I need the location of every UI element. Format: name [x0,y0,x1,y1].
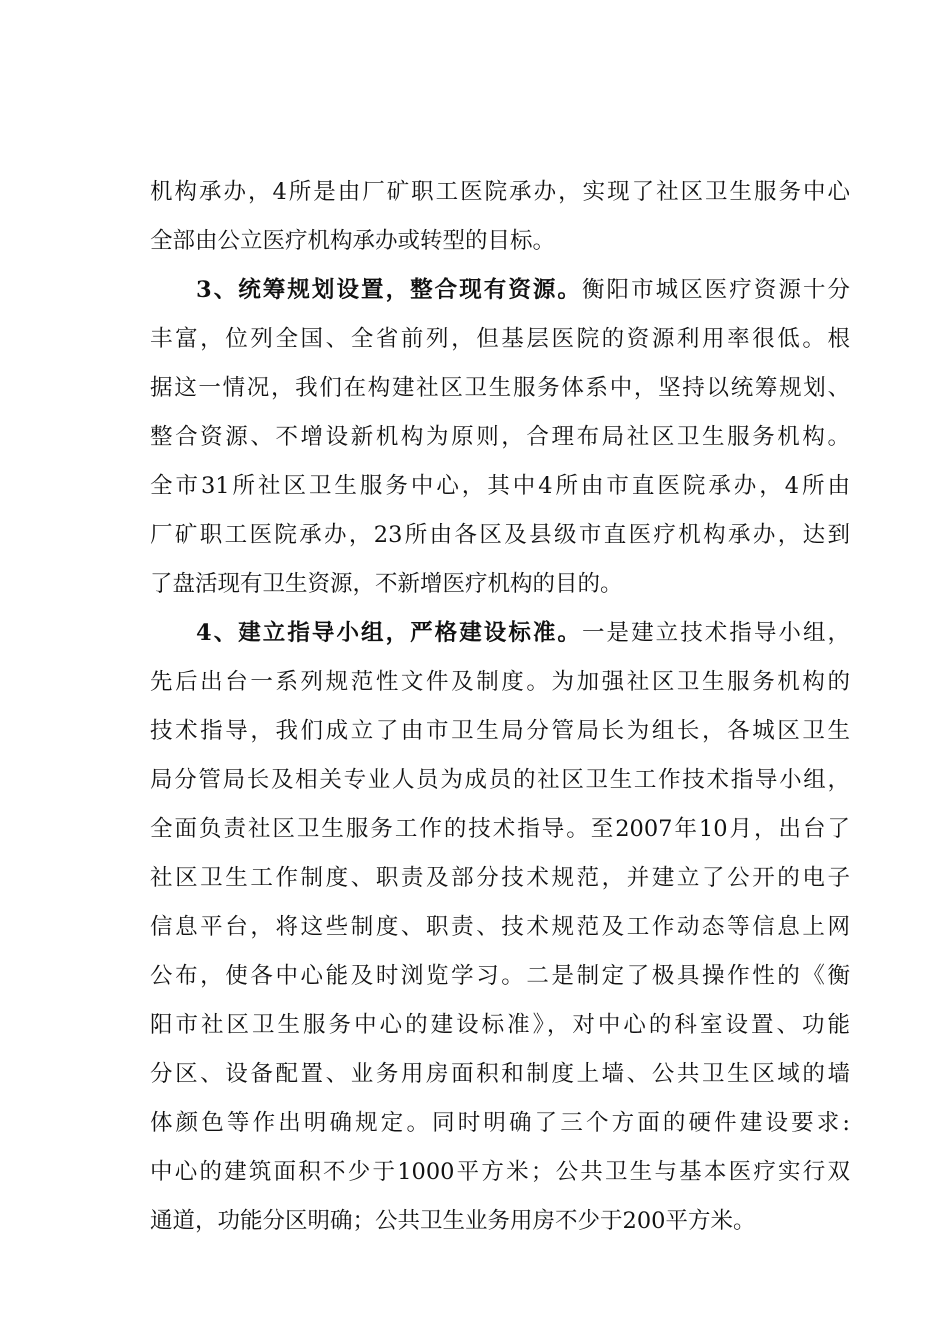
paragraph-1 [150,168,850,266]
text-line: 丰富，位列全国、全省前列，但基层医院的资源利用率很低。根 [150,326,850,352]
text-line: 厂矿职工医院承办，23所由各区及县级市直医疗机构承办，达到 [150,522,850,548]
text-line: 先后出台一系列规范性文件及制度。为加强社区卫生服务机构的 [150,669,850,695]
text-line: 全面负责社区卫生服务工作的技术指导。至2007年10月，出台了 [150,816,850,842]
text-fragment: 一是建立技术指导小组， [581,620,850,646]
text-line: 整合资源、不增设新机构为原则，合理布局社区卫生服务机构。 [150,424,850,450]
text-line [150,609,850,658]
text-line: 信息平台，将这些制度、职责、技术规范及工作动态等信息上网 [150,914,850,940]
text-line: 通道，功能分区明确；公共卫生业务用房不少于200平方米。 [150,1208,756,1234]
text-line [150,266,850,315]
text-line: 分区、设备配置、业务用房面积和制度上墙、公共卫生区域的墙 [150,1061,850,1087]
text-line: 社区卫生工作制度、职责及部分技术规范，并建立了公开的电子 [150,865,850,891]
text-line: 公布，使各中心能及时浏览学习。二是制定了极具操作性的《衡 [150,963,850,989]
paragraph-3 [150,609,850,1246]
text-line: 体颜色等作出明确规定。同时明确了三个方面的硬件建设要求: [150,1110,850,1136]
text-line: 机构承办，4所是由厂矿职工医院承办，实现了社区卫生服务中心 [150,179,850,205]
text-line: 全市31所社区卫生服务中心，其中4所由市直医院承办，4所由 [150,473,850,499]
text-line: 技术指导，我们成立了由市卫生局分管局长为组长，各城区卫生 [150,718,850,744]
text-fragment: 衡阳市城区医疗资源十分 [581,277,850,303]
paragraph-heading: 3、统筹规划设置，整合现有资源。 [196,277,582,303]
paragraph-2 [150,266,850,609]
text-line: 据这一情况，我们在构建社区卫生服务体系中，坚持以统筹规划、 [150,375,850,401]
text-line: 全部由公立医疗机构承办或转型的目标。 [150,228,556,254]
text-line: 阳市社区卫生服务中心的建设标准》，对中心的科室设置、功能 [150,1012,850,1038]
text-line: 了盘活现有卫生资源，不新增医疗机构的目的。 [150,571,623,597]
body-text [150,168,850,1246]
text-line: 局分管局长及相关专业人员为成员的社区卫生工作技术指导小组， [150,767,850,793]
paragraph-heading: 4、建立指导小组，严格建设标准。 [196,620,582,646]
text-line: 中心的建筑面积不少于1000平方米；公共卫生与基本医疗实行双 [150,1159,850,1185]
